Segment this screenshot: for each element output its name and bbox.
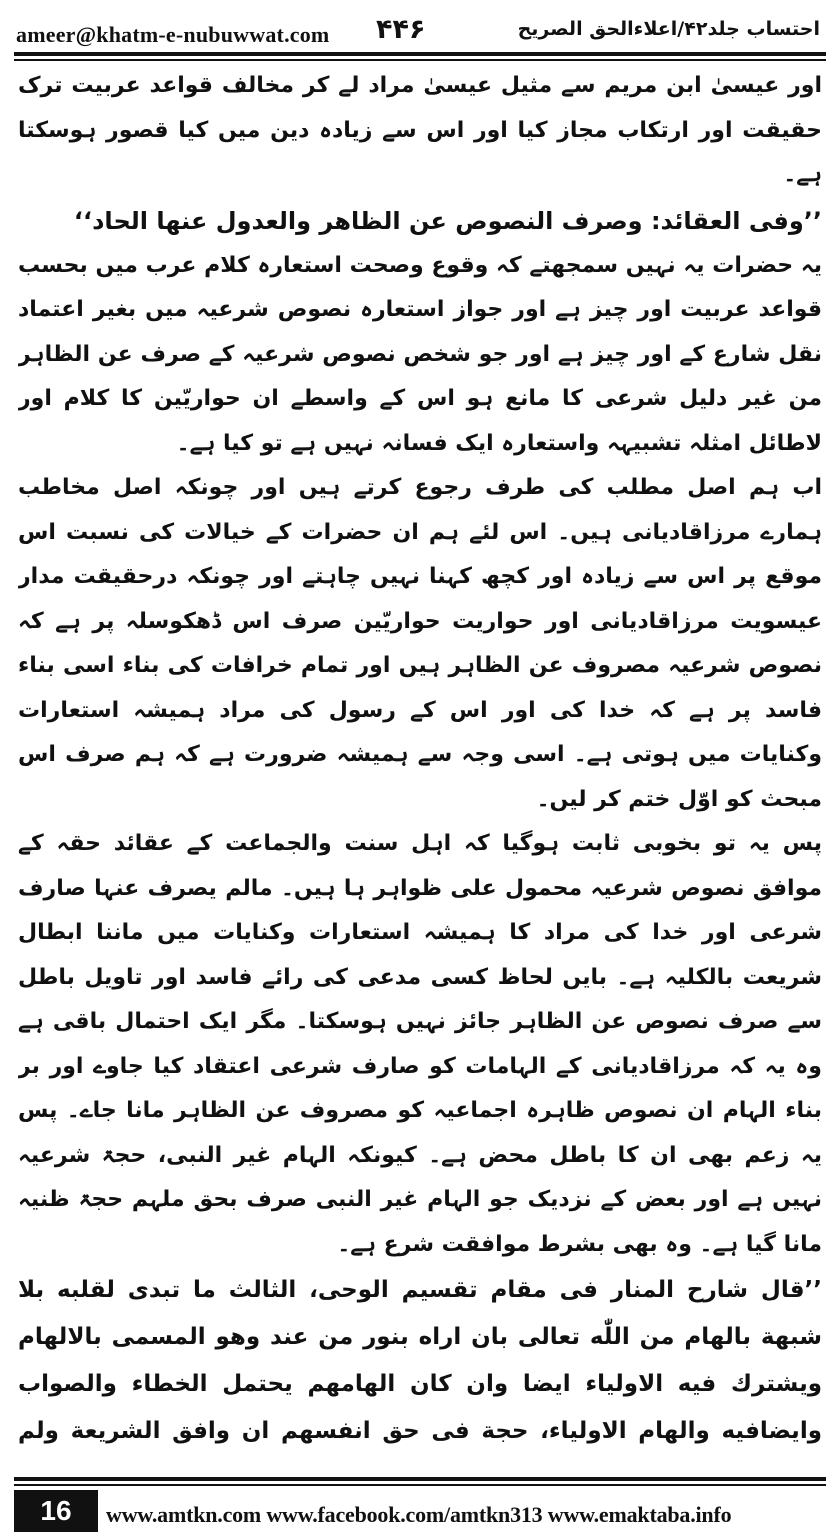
- footer-links: www.amtkn.com www.facebook.com/amtkn313 www.emaktaba.info: [106, 1502, 732, 1527]
- paragraph-1: اور عیسیٰ ابن مریم سے مثیل عیسیٰ مراد لے کر مخالف قواعد عربیت ترک حقیقت اور ارتکاب مجاز کیا اور اس سے زیادہ دین میں کیا قصور ہوسکتا ہے۔: [18, 73, 822, 187]
- header-rule-thin: [14, 59, 826, 61]
- header-book-title: احتساب جلد۴۲/اعلاءالحق الصریح: [517, 18, 820, 40]
- page-body: [18, 64, 822, 1456]
- paragraph-3: اب ہم اصل مطلب کی طرف رجوع کرتے ہیں اور چونکہ اصل مخاطب ہمارے مرزاقادیانی ہیں۔ اس لئے ہم ان حضرات کے خیالات کی نسبت اس موقع پر اس سے زیادہ اور کچھ کہنا نہیں چاہتے اور چونکہ درحقیقت مدار عیسویت مرزاقادیانی اور حواریت حواریّین صرف اس ڈھکوسلہ پر ہے کہ نصوص شرعیہ مصروف عن الظاہر ہیں اور تمام خرافات کی بناء اسی بناء فاسد پر ہے کہ خدا کی اور اس کے رسول کی مراد ہمیشہ استعارات وکنایات میں ہوتی ہے۔ اسی وجہ سے ہمیشہ ضرورت ہے کہ ہم صرف اس مبحث کو اوّل ختم کر لیں۔: [18, 475, 822, 812]
- footer-rule-thick: [14, 1477, 826, 1481]
- footer-folio-number: 16: [14, 1490, 98, 1532]
- paragraph-4: پس یہ تو بخوبی ثابت ہوگیا کہ اہل سنت والجماعت کے عقائد حقہ کے موافق نصوص شرعیہ محمول علی ظواہر ہا ہیں۔ مالم یصرف عنہا صارف شرعی اور خدا کی مراد کا ہمیشہ استعارات وکنایات میں ماننا ابطال شریعت بالکلیہ ہے۔ بایں لحاظ کسی مدعی کی رائے فاسد اور تاویل باطل سے صرف نصوص عن الظاہر جائز نہیں ہوسکتا۔ مگر ایک احتمال باقی ہے وہ یہ کہ مرزاقادیانی کے الہامات کو صارف شرعی اعتقاد کیا جاوے اور بر بناء الہام ان نصوص ظاہرہ اجماعیہ کو مصروف عن الظاہر مانا جاے۔ پس یہ زعم بھی ان کا باطل محض ہے۔ کیونکہ الہام غیر النبی، حجۃ شرعیہ نہیں ہے اور بعض کے نزدیک جو الہام غیر النبی صرف بحق ملہم حجۃ ظنیہ مانا گیا ہے۔ وہ بھی بشرط موافقت شرع ہے۔: [18, 831, 822, 1257]
- header-page-number: ۴۴۶: [376, 14, 426, 45]
- header-rule-thick: [14, 52, 826, 56]
- arabic-quote-manar: ’’قال شارح المنار فی مقام تقسیم الوحی، الثالث ما تبدی لقلبه بلا شبهة بالهام من اللّٰه تعالی بان اراه بنور من عند وهو المسمی بالالهام ویشترك فیه الاولیاء ایضا وان كان الهامهم یحتمل الخطاء والصواب وایضافیه والهام الاولیاء، حجة فی حق انفسهم ان وافق الشریعة ولم: [18, 1277, 822, 1444]
- arabic-quote-aqaid: ’’وفی العقائد: وصرف النصوص عن الظاهر والعدول عنها الحاد‘‘: [73, 206, 822, 235]
- page-header: [0, 0, 840, 60]
- paragraph-2: یہ حضرات یہ نہیں سمجھتے کہ وقوع وصحت استعارہ کلام عرب میں بحسب قواعد عربیت اور چیز ہے اور جواز استعارہ نصوص شرعیہ میں بغیر اعتماد نقل شارع کے اور چیز ہے اور جو شخص نصوص شرعیہ کے صرف عن الظاہر من غیر دلیل شرعی کا مانع ہو اس کے واسطے ان حواریّین کا کلام اور لاطائل امثلہ تشبیہہ واستعارہ ایک فسانہ نہیں ہے تو کیا ہے۔: [18, 252, 822, 456]
- header-email: ameer@khatm-e-nubuwwat.com: [16, 22, 330, 47]
- footer-rule-thin: [14, 1484, 826, 1486]
